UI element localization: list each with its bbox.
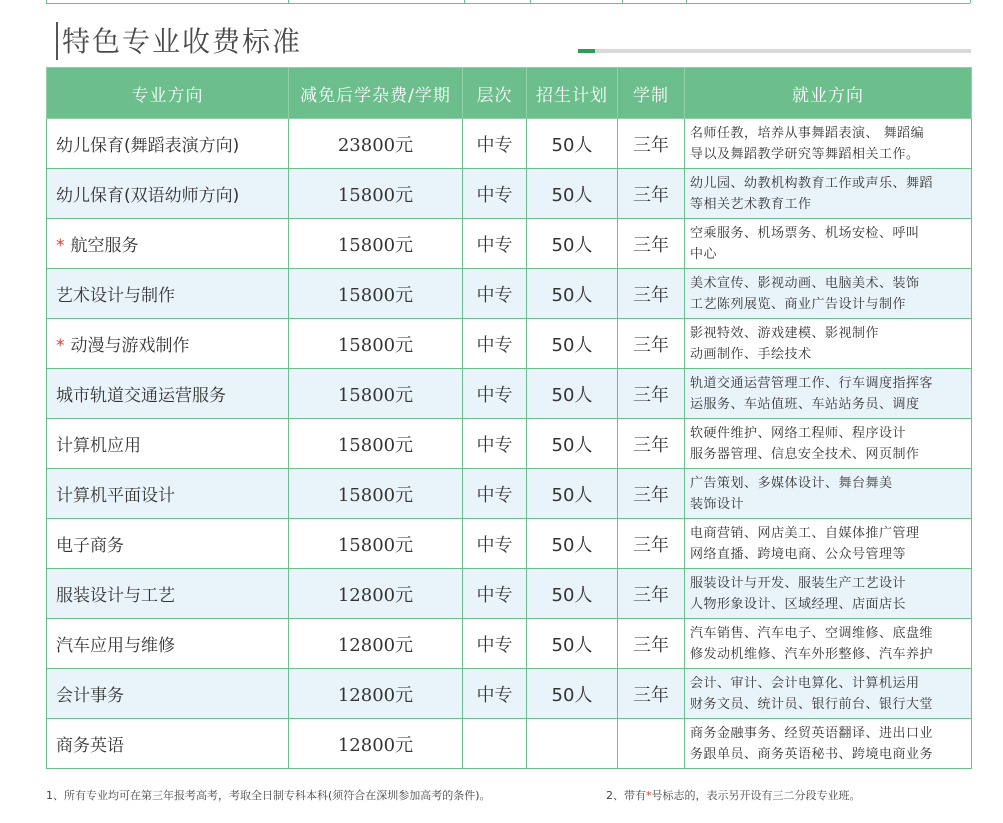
table-row bbox=[47, 369, 972, 419]
employment-line-1: 影视特效、游戏建模、影视制作 bbox=[690, 325, 880, 341]
previous-table-edge bbox=[46, 0, 970, 4]
fee-cell: 15800元 bbox=[289, 269, 463, 319]
plan-cell bbox=[527, 719, 618, 769]
level-cell: 中专 bbox=[463, 269, 527, 319]
major-cell bbox=[47, 669, 289, 719]
employment-line-2: 等相关艺术教育工作 bbox=[690, 196, 812, 212]
fee-cell: 12800元 bbox=[289, 719, 463, 769]
years-cell: 三年 bbox=[618, 619, 685, 669]
table-row bbox=[47, 169, 972, 219]
table-row bbox=[47, 719, 972, 769]
years-cell: 三年 bbox=[618, 519, 685, 569]
fee-cell: 15800元 bbox=[289, 219, 463, 269]
major-name: 汽车应用与维修 bbox=[56, 636, 175, 656]
table-row bbox=[47, 219, 972, 269]
level-cell: 中专 bbox=[463, 219, 527, 269]
major-cell bbox=[47, 569, 289, 619]
footnote-2-prefix: 2、带有 bbox=[606, 789, 646, 802]
major-name: 动漫与游戏制作 bbox=[70, 336, 190, 356]
plan-cell: 50人 bbox=[527, 369, 618, 419]
footnote-2-star: * bbox=[646, 789, 652, 802]
level-cell: 中专 bbox=[463, 119, 527, 169]
employment-cell bbox=[685, 219, 972, 269]
employment-line-1: 名师任教，培养从事舞蹈表演、 舞蹈编 bbox=[690, 125, 925, 141]
employment-line-1: 轨道交通运营管理工作、行车调度指挥客 bbox=[690, 375, 934, 391]
level-cell: 中专 bbox=[463, 619, 527, 669]
plan-cell: 50人 bbox=[527, 119, 618, 169]
plan-cell: 50人 bbox=[527, 419, 618, 469]
employment-line-1: 空乘服务、机场票务、机场安检、呼叫 bbox=[690, 225, 920, 241]
major-cell bbox=[47, 119, 289, 169]
years-cell: 三年 bbox=[618, 169, 685, 219]
title-divider-accent bbox=[578, 49, 595, 53]
plan-cell: 50人 bbox=[527, 619, 618, 669]
employment-line-1: 服装设计与开发、服装生产工艺设计 bbox=[690, 575, 907, 591]
table-row bbox=[47, 669, 972, 719]
fee-cell: 15800元 bbox=[289, 369, 463, 419]
employment-line-1: 软硬件维护、网络工程师、程序设计 bbox=[690, 425, 907, 441]
plan-cell: 50人 bbox=[527, 219, 618, 269]
header-major: 专业方向 bbox=[47, 68, 289, 119]
major-name: 航空服务 bbox=[70, 236, 139, 256]
major-name: 服装设计与工艺 bbox=[56, 586, 175, 606]
employment-cell bbox=[685, 319, 972, 369]
major-name: 幼儿保育(舞蹈表演方向) bbox=[56, 136, 240, 156]
employment-line-2: 动画制作、手绘技术 bbox=[690, 346, 812, 362]
employment-cell bbox=[685, 719, 972, 769]
major-cell bbox=[47, 719, 289, 769]
page-title: 特色专业收费标准 bbox=[62, 25, 303, 58]
employment-line-2: 中心 bbox=[690, 246, 718, 262]
major-cell bbox=[47, 219, 289, 269]
years-cell: 三年 bbox=[618, 119, 685, 169]
major-name: 城市轨道交通运营服务 bbox=[56, 386, 226, 406]
header-fee: 减免后学杂费/学期 bbox=[289, 68, 463, 119]
major-cell bbox=[47, 419, 289, 469]
employment-line-1: 会计、审计、会计电算化、计算机运用 bbox=[690, 675, 920, 691]
level-cell: 中专 bbox=[463, 669, 527, 719]
employment-cell bbox=[685, 269, 972, 319]
years-cell: 三年 bbox=[618, 469, 685, 519]
employment-cell bbox=[685, 119, 972, 169]
employment-cell bbox=[685, 669, 972, 719]
major-name: 幼儿保育(双语幼师方向) bbox=[56, 186, 240, 206]
years-cell bbox=[618, 719, 685, 769]
employment-line-2: 网络直播、跨境电商、公众号管理等 bbox=[690, 546, 907, 562]
major-name: 艺术设计与制作 bbox=[56, 286, 175, 306]
employment-cell bbox=[685, 619, 972, 669]
star-marker: * bbox=[56, 236, 65, 256]
fee-cell: 15800元 bbox=[289, 419, 463, 469]
plan-cell: 50人 bbox=[527, 169, 618, 219]
major-cell bbox=[47, 369, 289, 419]
level-cell: 中专 bbox=[463, 319, 527, 369]
table-row bbox=[47, 269, 972, 319]
table-row bbox=[47, 619, 972, 669]
plan-cell: 50人 bbox=[527, 569, 618, 619]
footnote-2 bbox=[606, 787, 861, 803]
fee-cell: 12800元 bbox=[289, 669, 463, 719]
table-row bbox=[47, 569, 972, 619]
employment-line-2: 务跟单员、商务英语秘书、跨境电商业务 bbox=[690, 746, 934, 762]
employment-line-2: 运服务、车站值班、车站站务员、调度 bbox=[690, 396, 920, 412]
major-name: 电子商务 bbox=[56, 536, 124, 556]
employment-line-1: 幼儿园、幼教机构教育工作或声乐、舞蹈 bbox=[690, 175, 934, 191]
table-row bbox=[47, 419, 972, 469]
header-level: 层次 bbox=[463, 68, 527, 119]
fee-cell: 15800元 bbox=[289, 169, 463, 219]
level-cell: 中专 bbox=[463, 569, 527, 619]
plan-cell: 50人 bbox=[527, 269, 618, 319]
table-body bbox=[47, 119, 972, 769]
years-cell: 三年 bbox=[618, 319, 685, 369]
table-row bbox=[47, 119, 972, 169]
years-cell: 三年 bbox=[618, 219, 685, 269]
major-cell bbox=[47, 469, 289, 519]
employment-line-2: 修发动机维修、汽车外形整修、汽车养护 bbox=[690, 646, 934, 662]
major-name: 会计事务 bbox=[56, 686, 124, 706]
major-cell bbox=[47, 519, 289, 569]
major-cell bbox=[47, 319, 289, 369]
fee-cell: 15800元 bbox=[289, 519, 463, 569]
employment-line-2: 装饰设计 bbox=[690, 496, 745, 512]
header-employment: 就业方向 bbox=[685, 68, 972, 119]
level-cell: 中专 bbox=[463, 369, 527, 419]
major-name: 计算机应用 bbox=[56, 436, 141, 456]
years-cell: 三年 bbox=[618, 369, 685, 419]
employment-line-1: 美术宣传、影视动画、电脑美术、装饰 bbox=[690, 275, 920, 291]
employment-line-2: 导以及舞蹈教学研究等舞蹈相关工作。 bbox=[690, 146, 920, 162]
star-marker: * bbox=[56, 336, 65, 356]
header-years: 学制 bbox=[618, 68, 685, 119]
major-name: 计算机平面设计 bbox=[56, 486, 175, 506]
employment-cell bbox=[685, 569, 972, 619]
fee-table bbox=[46, 67, 972, 769]
employment-cell bbox=[685, 469, 972, 519]
major-cell bbox=[47, 169, 289, 219]
table-header-row bbox=[47, 68, 972, 119]
level-cell: 中专 bbox=[463, 519, 527, 569]
header-plan: 招生计划 bbox=[527, 68, 618, 119]
employment-line-2: 服务器管理、信息安全技术、网页制作 bbox=[690, 446, 920, 462]
footnote-2-suffix: 号标志的，表示另开设有三二分段专业班。 bbox=[651, 789, 861, 802]
table-row bbox=[47, 319, 972, 369]
fee-cell: 23800元 bbox=[289, 119, 463, 169]
employment-line-2: 人物形象设计、区域经理、店面店长 bbox=[690, 596, 907, 612]
employment-line-2: 财务文员、统计员、银行前台、银行大堂 bbox=[690, 696, 934, 712]
table-row bbox=[47, 519, 972, 569]
employment-line-1: 商务金融事务、经贸英语翻译、进出口业 bbox=[690, 725, 934, 741]
years-cell: 三年 bbox=[618, 669, 685, 719]
major-cell bbox=[47, 619, 289, 669]
footnote-1: 1、所有专业均可在第三年报考高考，考取全日制专科本科(须符合在深圳参加高考的条件)。 bbox=[46, 789, 491, 802]
years-cell: 三年 bbox=[618, 269, 685, 319]
level-cell: 中专 bbox=[463, 419, 527, 469]
title-bar-marker bbox=[56, 22, 58, 60]
title-divider bbox=[578, 49, 971, 53]
level-cell: 中专 bbox=[463, 469, 527, 519]
plan-cell: 50人 bbox=[527, 669, 618, 719]
employment-line-1: 广告策划、多媒体设计、舞台舞美 bbox=[690, 475, 893, 491]
fee-cell: 12800元 bbox=[289, 569, 463, 619]
plan-cell: 50人 bbox=[527, 319, 618, 369]
years-cell: 三年 bbox=[618, 419, 685, 469]
employment-line-1: 电商营销、网店美工、自媒体推广管理 bbox=[690, 525, 920, 541]
employment-cell bbox=[685, 519, 972, 569]
fee-cell: 12800元 bbox=[289, 619, 463, 669]
level-cell: 中专 bbox=[463, 169, 527, 219]
major-name: 商务英语 bbox=[56, 736, 124, 756]
employment-cell bbox=[685, 169, 972, 219]
major-cell bbox=[47, 269, 289, 319]
employment-cell bbox=[685, 419, 972, 469]
employment-line-1: 汽车销售、汽车电子、空调维修、底盘维 bbox=[690, 625, 934, 641]
table-row bbox=[47, 469, 972, 519]
level-cell bbox=[463, 719, 527, 769]
years-cell: 三年 bbox=[618, 569, 685, 619]
plan-cell: 50人 bbox=[527, 469, 618, 519]
plan-cell: 50人 bbox=[527, 519, 618, 569]
fee-cell: 15800元 bbox=[289, 469, 463, 519]
fee-cell: 15800元 bbox=[289, 319, 463, 369]
employment-line-2: 工艺陈列展览、商业广告设计与制作 bbox=[690, 296, 907, 312]
employment-cell bbox=[685, 369, 972, 419]
